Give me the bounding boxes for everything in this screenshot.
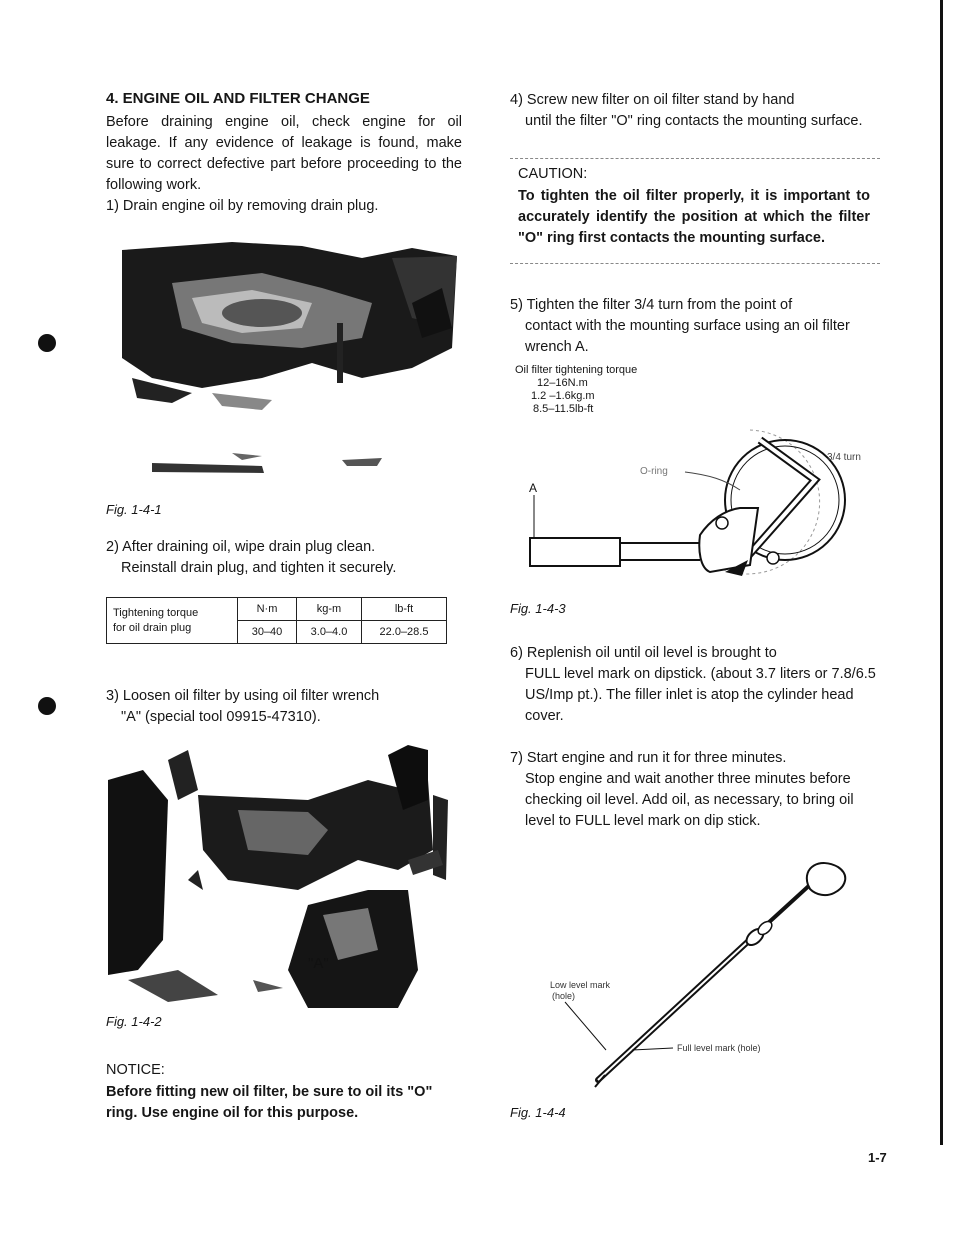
torque-spec-lbft: 8.5–11.5lb-ft (533, 403, 594, 415)
torque-header-lbft: lb-ft (362, 598, 447, 621)
photo-label-a: "A" (308, 955, 329, 972)
page-number: 1-7 (868, 1150, 887, 1165)
torque-value-lbft: 22.0–28.5 (362, 621, 447, 644)
step-4-line2: until the filter "O" ring contacts the mounting surface. (525, 113, 863, 129)
low-level-hole-label: (hole) (552, 991, 576, 1001)
step-7-line2: Stop engine and wait another three minutes before checking oil level. Add oil, as necessary, to bring oil level to FULL level mark on dip stick. (525, 771, 854, 829)
diagram-label-a: A (529, 481, 538, 495)
torque-spec-nm: 12–16N.m (537, 377, 588, 389)
figure-1-4-3-caption: Fig. 1-4-3 (510, 601, 566, 616)
figure-1-4-4-caption: Fig. 1-4-4 (510, 1105, 566, 1120)
low-level-mark-label: Low level mark (550, 980, 611, 990)
full-level-mark-label: Full level mark (hole) (677, 1043, 761, 1053)
torque-label-line1: Tightening torque (113, 606, 199, 619)
torque-header-nm: N·m (238, 598, 297, 621)
torque-value-nm: 30–40 (238, 621, 297, 644)
step-5-line1: 5) Tighten the filter 3/4 turn from the point of (510, 297, 793, 313)
photo-filter-wrench (108, 740, 468, 1010)
torque-value-kgm: 3.0–4.0 (297, 621, 362, 644)
binder-hole-bottom (38, 697, 56, 715)
diagram-label-oring: O-ring (640, 466, 668, 477)
drain-plug-torque-table (106, 597, 447, 644)
notice-text: Before fitting new oil filter, be sure to oil its "O" ring. Use engine oil for this purpose. (106, 1084, 433, 1121)
torque-spec-kgm: 1.2 –1.6kg.m (531, 390, 595, 402)
caution-title: CAUTION: (518, 166, 588, 182)
torque-spec-title: Oil filter tightening torque (515, 364, 638, 376)
photo-drain-plug (112, 228, 462, 490)
figure-1-4-2-caption: Fig. 1-4-2 (106, 1014, 162, 1029)
step-4-line1: 4) Screw new filter on oil filter stand by hand (510, 92, 795, 108)
step-2-line2: Reinstall drain plug, and tighten it securely. (121, 560, 397, 576)
torque-header-kgm: kg-m (297, 598, 362, 621)
section-heading: 4. ENGINE OIL AND FILTER CHANGE (106, 90, 370, 107)
caution-text: To tighten the oil filter properly, it is important to accurately identify the position at which the filter "O" ring first contacts the mounting surface. (518, 188, 870, 246)
step-7-line1: 7) Start engine and run it for three minutes. (510, 750, 787, 766)
page-right-border (940, 0, 943, 1145)
figure-1-4-1-caption: Fig. 1-4-1 (106, 502, 162, 517)
intro-paragraph: Before draining engine oil, check engine for oil leakage. If any evidence of leakage is found, make sure to correct defective part before proceeding to the following work. (106, 114, 462, 193)
dipstick-diagram (550, 855, 890, 1095)
step-1-text: 1) Drain engine oil by removing drain plug. (106, 198, 379, 214)
diagram-label-turn: 3/4 turn (827, 452, 861, 463)
notice-title: NOTICE: (106, 1062, 165, 1078)
binder-hole-top (38, 334, 56, 352)
step-6-line2: FULL level mark on dipstick. (about 3.7 liters or 7.8/6.5 US/Imp pt.). The filler inlet is atop the cylinder head cover. (525, 666, 876, 724)
step-3-line2: "A" (special tool 09915-47310). (121, 709, 321, 725)
step-3-line1: 3) Loosen oil filter by using oil filter wrench (106, 688, 380, 704)
step-6-line1: 6) Replenish oil until oil level is brought to (510, 645, 777, 661)
step-2-line1: 2) After draining oil, wipe drain plug clean. (106, 539, 376, 555)
step-5-line2: contact with the mounting surface using an oil filter wrench A. (525, 318, 850, 355)
filter-wrench-diagram (510, 400, 890, 590)
torque-label-line2: for oil drain plug (113, 621, 192, 634)
